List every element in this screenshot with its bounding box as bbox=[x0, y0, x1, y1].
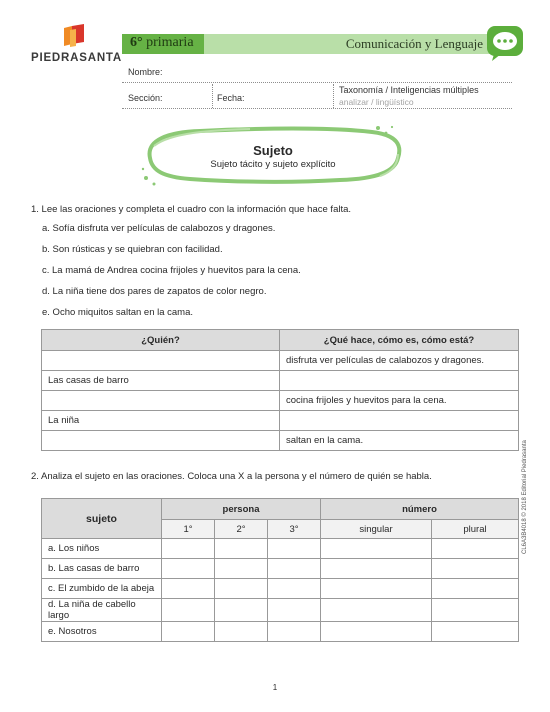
answer-cell[interactable] bbox=[268, 559, 321, 579]
table-row bbox=[42, 539, 519, 559]
section-line bbox=[122, 108, 512, 109]
column-header: 2° bbox=[215, 520, 268, 539]
what-cell: disfruta ver películas de calabozos y dragones. bbox=[280, 351, 519, 371]
answer-cell[interactable] bbox=[432, 599, 519, 622]
what-cell: cocina frijoles y huevitos para la cena. bbox=[280, 391, 519, 411]
logo-text: PIEDRASANTA bbox=[31, 52, 123, 64]
exercise2-instruction: 2. Analiza el sujeto en las oraciones. Coloca una X a la persona y el número de quién se habla. bbox=[31, 471, 432, 482]
table-row bbox=[42, 391, 519, 411]
taxonomy-label: Taxonomía / Inteligencias múltiples bbox=[339, 85, 479, 95]
answer-cell[interactable] bbox=[321, 579, 432, 599]
taxonomy-values: analizar / lingüístico bbox=[339, 97, 414, 107]
table-row bbox=[42, 599, 519, 622]
who-cell: Las casas de barro bbox=[42, 371, 280, 391]
answer-cell[interactable] bbox=[432, 539, 519, 559]
sentence-subject-cell: a. Los niños bbox=[42, 539, 162, 559]
answer-cell[interactable] bbox=[215, 579, 268, 599]
persona-group-header: persona bbox=[162, 499, 321, 520]
answer-cell[interactable] bbox=[321, 622, 432, 642]
what-cell[interactable] bbox=[280, 411, 519, 431]
page-subtitle: Sujeto tácito y sujeto explícito bbox=[210, 159, 336, 170]
answer-cell[interactable] bbox=[321, 599, 432, 622]
section-label: Sección: bbox=[128, 93, 163, 103]
answer-cell[interactable] bbox=[321, 559, 432, 579]
what-cell: saltan en la cama. bbox=[280, 431, 519, 451]
exercise1-item: c. La mamá de Andrea cocina frijoles y huevitos para la cena. bbox=[42, 265, 301, 276]
answer-cell[interactable] bbox=[268, 622, 321, 642]
section-separator bbox=[212, 84, 213, 108]
exercise1-instruction: 1. Lee las oraciones y completa el cuadro con la información que hace falta. bbox=[31, 204, 352, 215]
table-row bbox=[42, 351, 519, 371]
who-what-table bbox=[41, 329, 519, 451]
sentence-subject-cell: b. Las casas de barro bbox=[42, 559, 162, 579]
table-header-row bbox=[42, 499, 519, 520]
sentence-subject-cell: d. La niña de cabello largo bbox=[42, 599, 162, 622]
name-label: Nombre: bbox=[128, 67, 163, 77]
exercise1-item: a. Sofía disfruta ver películas de calabozos y dragones. bbox=[42, 223, 276, 234]
subject-title: Comunicación y Lenguaje bbox=[345, 36, 483, 51]
answer-cell[interactable] bbox=[268, 599, 321, 622]
sentence-subject-cell: c. El zumbido de la abeja bbox=[42, 579, 162, 599]
page-number: 1 bbox=[272, 683, 278, 692]
person-number-table bbox=[41, 498, 519, 642]
who-cell: La niña bbox=[42, 411, 280, 431]
exercise1-item: e. Ocho miquitos saltan en la cama. bbox=[42, 307, 194, 318]
answer-cell[interactable] bbox=[432, 559, 519, 579]
answer-cell[interactable] bbox=[215, 539, 268, 559]
numero-group-header: número bbox=[321, 499, 519, 520]
column-header: 1° bbox=[162, 520, 215, 539]
answer-cell[interactable] bbox=[432, 622, 519, 642]
what-cell[interactable] bbox=[280, 371, 519, 391]
table-row bbox=[42, 431, 519, 451]
answer-cell[interactable] bbox=[215, 622, 268, 642]
answer-cell[interactable] bbox=[321, 539, 432, 559]
answer-cell[interactable] bbox=[162, 539, 215, 559]
sentence-subject-cell: e. Nosotros bbox=[42, 622, 162, 642]
table-header-row bbox=[42, 330, 519, 351]
chat-bubble-icon bbox=[486, 25, 524, 61]
who-cell[interactable] bbox=[42, 391, 280, 411]
exercise1-item: d. La niña tiene dos pares de zapatos de color negro. bbox=[42, 286, 267, 297]
date-separator bbox=[333, 84, 334, 108]
copyright-side-text: CL6A3B4018 © 2018 Editorial Piedrasanta bbox=[522, 440, 528, 554]
answer-cell[interactable] bbox=[432, 579, 519, 599]
grade-label: 6° primaria bbox=[130, 35, 194, 50]
page-title: Sujeto bbox=[253, 143, 293, 158]
answer-cell[interactable] bbox=[215, 559, 268, 579]
table-row bbox=[42, 579, 519, 599]
column-header: ¿Quién? bbox=[42, 330, 280, 351]
date-label: Fecha: bbox=[217, 93, 245, 103]
answer-cell[interactable] bbox=[162, 559, 215, 579]
column-header: plural bbox=[432, 520, 519, 539]
column-header: ¿Qué hace, cómo es, cómo está? bbox=[280, 330, 519, 351]
column-header: 3° bbox=[268, 520, 321, 539]
piedrasanta-logo-icon bbox=[62, 24, 86, 48]
table-row bbox=[42, 371, 519, 391]
answer-cell[interactable] bbox=[268, 539, 321, 559]
table-row bbox=[42, 411, 519, 431]
table-row bbox=[42, 559, 519, 579]
answer-cell[interactable] bbox=[162, 622, 215, 642]
name-line[interactable] bbox=[122, 82, 512, 83]
answer-cell[interactable] bbox=[162, 599, 215, 622]
exercise1-item: b. Son rústicas y se quiebran con facilidad. bbox=[42, 244, 223, 255]
who-cell[interactable] bbox=[42, 351, 280, 371]
who-cell[interactable] bbox=[42, 431, 280, 451]
table-row bbox=[42, 622, 519, 642]
subject-column-header: sujeto bbox=[42, 499, 162, 539]
answer-cell[interactable] bbox=[215, 599, 268, 622]
column-header: singular bbox=[321, 520, 432, 539]
answer-cell[interactable] bbox=[162, 579, 215, 599]
answer-cell[interactable] bbox=[268, 579, 321, 599]
